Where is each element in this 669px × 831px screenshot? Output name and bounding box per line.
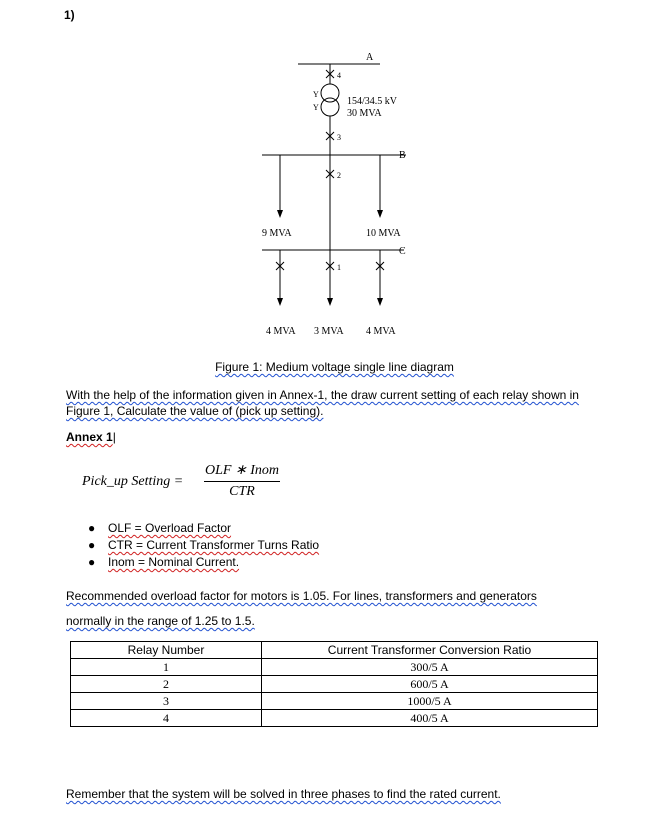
question-number: 1): [64, 8, 75, 22]
ct-ratio-table: [70, 641, 598, 727]
bus-c-label: C: [399, 246, 406, 257]
relay-label-3: 3: [337, 133, 341, 142]
transformer-secondary-winding: [321, 98, 339, 116]
relay-label-4: 4: [337, 71, 341, 80]
relay-number-cell: 2: [71, 676, 262, 693]
ct-ratio-cell: 300/5 A: [262, 659, 598, 676]
feeder-left-rating: 9 MVA: [262, 228, 292, 239]
formula-fraction: [204, 462, 280, 500]
bullet-icon: ●: [88, 555, 96, 569]
feeder-right-rating: 10 MVA: [366, 228, 401, 239]
formula-denominator: CTR: [229, 484, 255, 499]
table-row: [71, 710, 598, 727]
header-relay-number: Relay Number: [71, 642, 262, 659]
recommendation-text: Recommended overload factor for motors is 1.05. For lines, transformers and generators normally in the range of 1.25 to 1.5.: [66, 589, 537, 628]
winding-top-label: Y: [313, 90, 319, 99]
relay-number-cell: 3: [71, 693, 262, 710]
relay-number-cell: 4: [71, 710, 262, 727]
relay-label-2: 2: [337, 171, 341, 180]
table-row: [71, 659, 598, 676]
arrow-load-right: [377, 298, 383, 306]
load-label-right: 4 MVA: [366, 326, 396, 337]
ct-ratio-cell: 400/5 A: [262, 710, 598, 727]
load-label-middle: 3 MVA: [314, 326, 344, 337]
bus-a-label: A: [366, 52, 374, 63]
table-header-row: [71, 642, 598, 659]
definitions-list: [88, 520, 319, 571]
relay-number-cell: 1: [71, 659, 262, 676]
arrow-feeder-left: [277, 210, 283, 218]
load-label-left: 4 MVA: [266, 326, 296, 337]
figure-caption: Figure 1: Medium voltage single line diagram: [215, 360, 454, 374]
ct-ratio-cell: 600/5 A: [262, 676, 598, 693]
table-row: [71, 676, 598, 693]
winding-bottom-label: Y: [313, 103, 319, 112]
transformer-primary-winding: [321, 84, 339, 102]
bullet-icon: ●: [88, 538, 96, 552]
ct-ratio-cell: 1000/5 A: [262, 693, 598, 710]
list-item: ● Inom = Nominal Current.: [88, 555, 240, 569]
fraction-bar: [204, 481, 280, 482]
arrow-feeder-right: [377, 210, 383, 218]
bus-b-label: B: [399, 150, 406, 161]
transformer-rating: 154/34.5 kV: [347, 96, 397, 107]
transformer-power: 30 MVA: [347, 108, 382, 119]
arrow-load-left: [277, 298, 283, 306]
header-ct-ratio: Current Transformer Conversion Ratio: [262, 642, 598, 659]
single-line-diagram: [0, 0, 669, 350]
footer-note: Remember that the system will be solved in three phases to find the rated current.: [66, 787, 501, 801]
instruction-paragraph: With the help of the information given in Annex-1, the draw current setting of each relay shown in Figure 1, Calculate the value of (pick up setting).: [66, 388, 579, 418]
list-item: ● OLF = Overload Factor: [88, 521, 232, 535]
list-item: ● CTR = Current Transformer Turns Ratio: [88, 538, 320, 552]
table-row: [71, 693, 598, 710]
arrow-load-middle: [327, 298, 333, 306]
formula-numerator: OLF ∗ Inom: [205, 463, 279, 478]
bullet-icon: ●: [88, 521, 96, 535]
formula-lhs: Pick_up Setting =: [82, 474, 184, 489]
relay-label-1: 1: [337, 263, 341, 272]
annex-title: Annex 1|: [66, 430, 116, 444]
